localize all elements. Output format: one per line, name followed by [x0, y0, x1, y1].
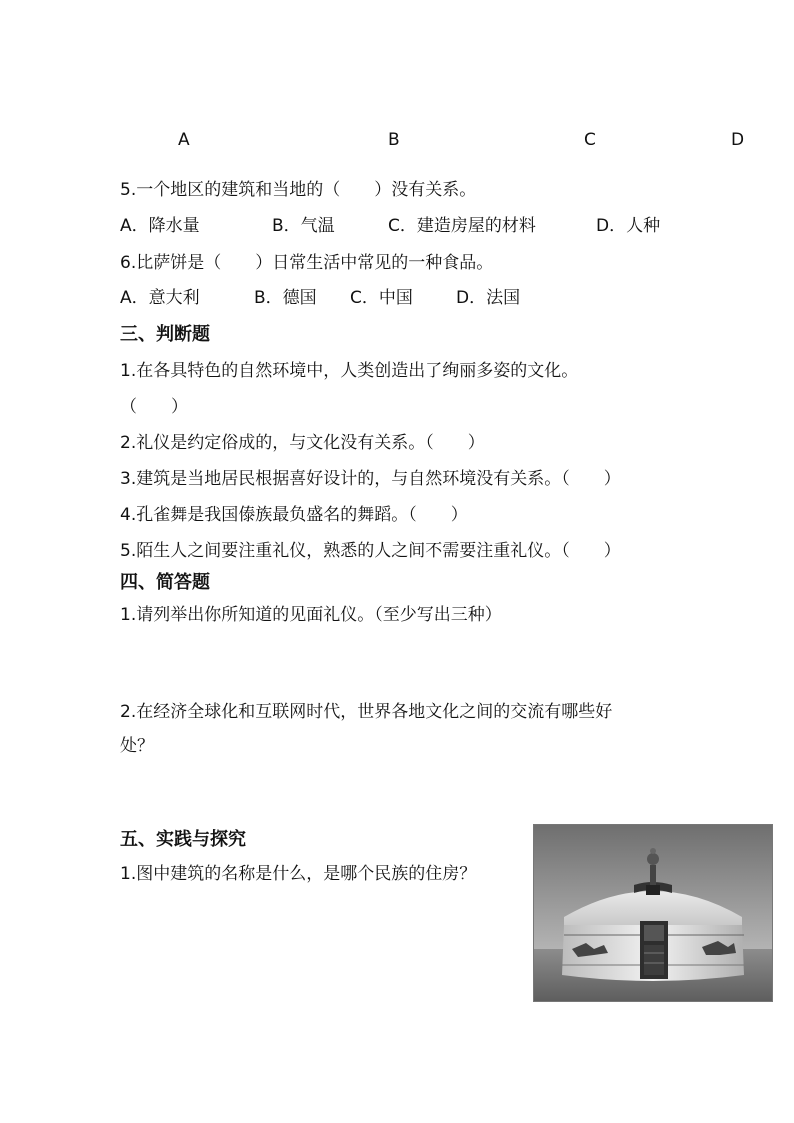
question-6-option-b: B．德国	[254, 288, 317, 308]
section-4-question-2-line-1: 2.在经济全球化和互联网时代，世界各地文化之间的交流有哪些好	[120, 702, 613, 722]
question-6-option-a: A．意大利	[120, 288, 200, 308]
section-3-item-1-blank: （ ）	[120, 397, 188, 417]
question-5-option-b: B．气温	[272, 216, 335, 236]
top-label-c: C	[584, 130, 596, 150]
question-5-option-d: D．人种	[596, 216, 661, 236]
yurt-photo	[533, 824, 773, 1002]
question-6-stem: 6.比萨饼是（ ）日常生活中常见的一种食品。	[120, 253, 494, 273]
section-4-title: 四、简答题	[120, 572, 210, 593]
question-5-option-a: A．降水量	[120, 216, 200, 236]
question-6-options	[120, 286, 560, 310]
section-4-question-2-line-2: 处？	[120, 736, 154, 756]
section-3-item-2: 2.礼仪是约定俗成的，与文化没有关系。（ ）	[120, 433, 485, 453]
question-6-option-c: C．中国	[350, 288, 413, 308]
section-3-title: 三、判断题	[120, 324, 210, 345]
section-3-item-3: 3.建筑是当地居民根据喜好设计的，与自然环境没有关系。（ ）	[120, 469, 621, 489]
top-label-b: B	[388, 130, 400, 150]
question-5-options	[120, 214, 680, 238]
top-label-a: A	[178, 130, 190, 150]
section-5-question-1: 1.图中建筑的名称是什么，是哪个民族的住房？	[120, 864, 477, 884]
section-4-question-1: 1.请列举出你所知道的见面礼仪。（至少写出三种）	[120, 605, 502, 625]
section-3-item-5: 5.陌生人之间要注重礼仪，熟悉的人之间不需要注重礼仪。（ ）	[120, 541, 621, 561]
section-3-item-4: 4.孔雀舞是我国傣族最负盛名的舞蹈。（ ）	[120, 505, 468, 525]
question-5-stem: 5.一个地区的建筑和当地的（ ）没有关系。	[120, 180, 477, 200]
question-6-option-d: D．法国	[456, 288, 521, 308]
yurt-illustration	[534, 825, 772, 1001]
top-label-d: D	[731, 130, 745, 150]
section-5-title: 五、实践与探究	[120, 829, 246, 850]
question-5-option-c: C．建造房屋的材料	[388, 216, 536, 236]
section-3-item-1: 1.在各具特色的自然环境中，人类创造出了绚丽多姿的文化。	[120, 361, 579, 381]
